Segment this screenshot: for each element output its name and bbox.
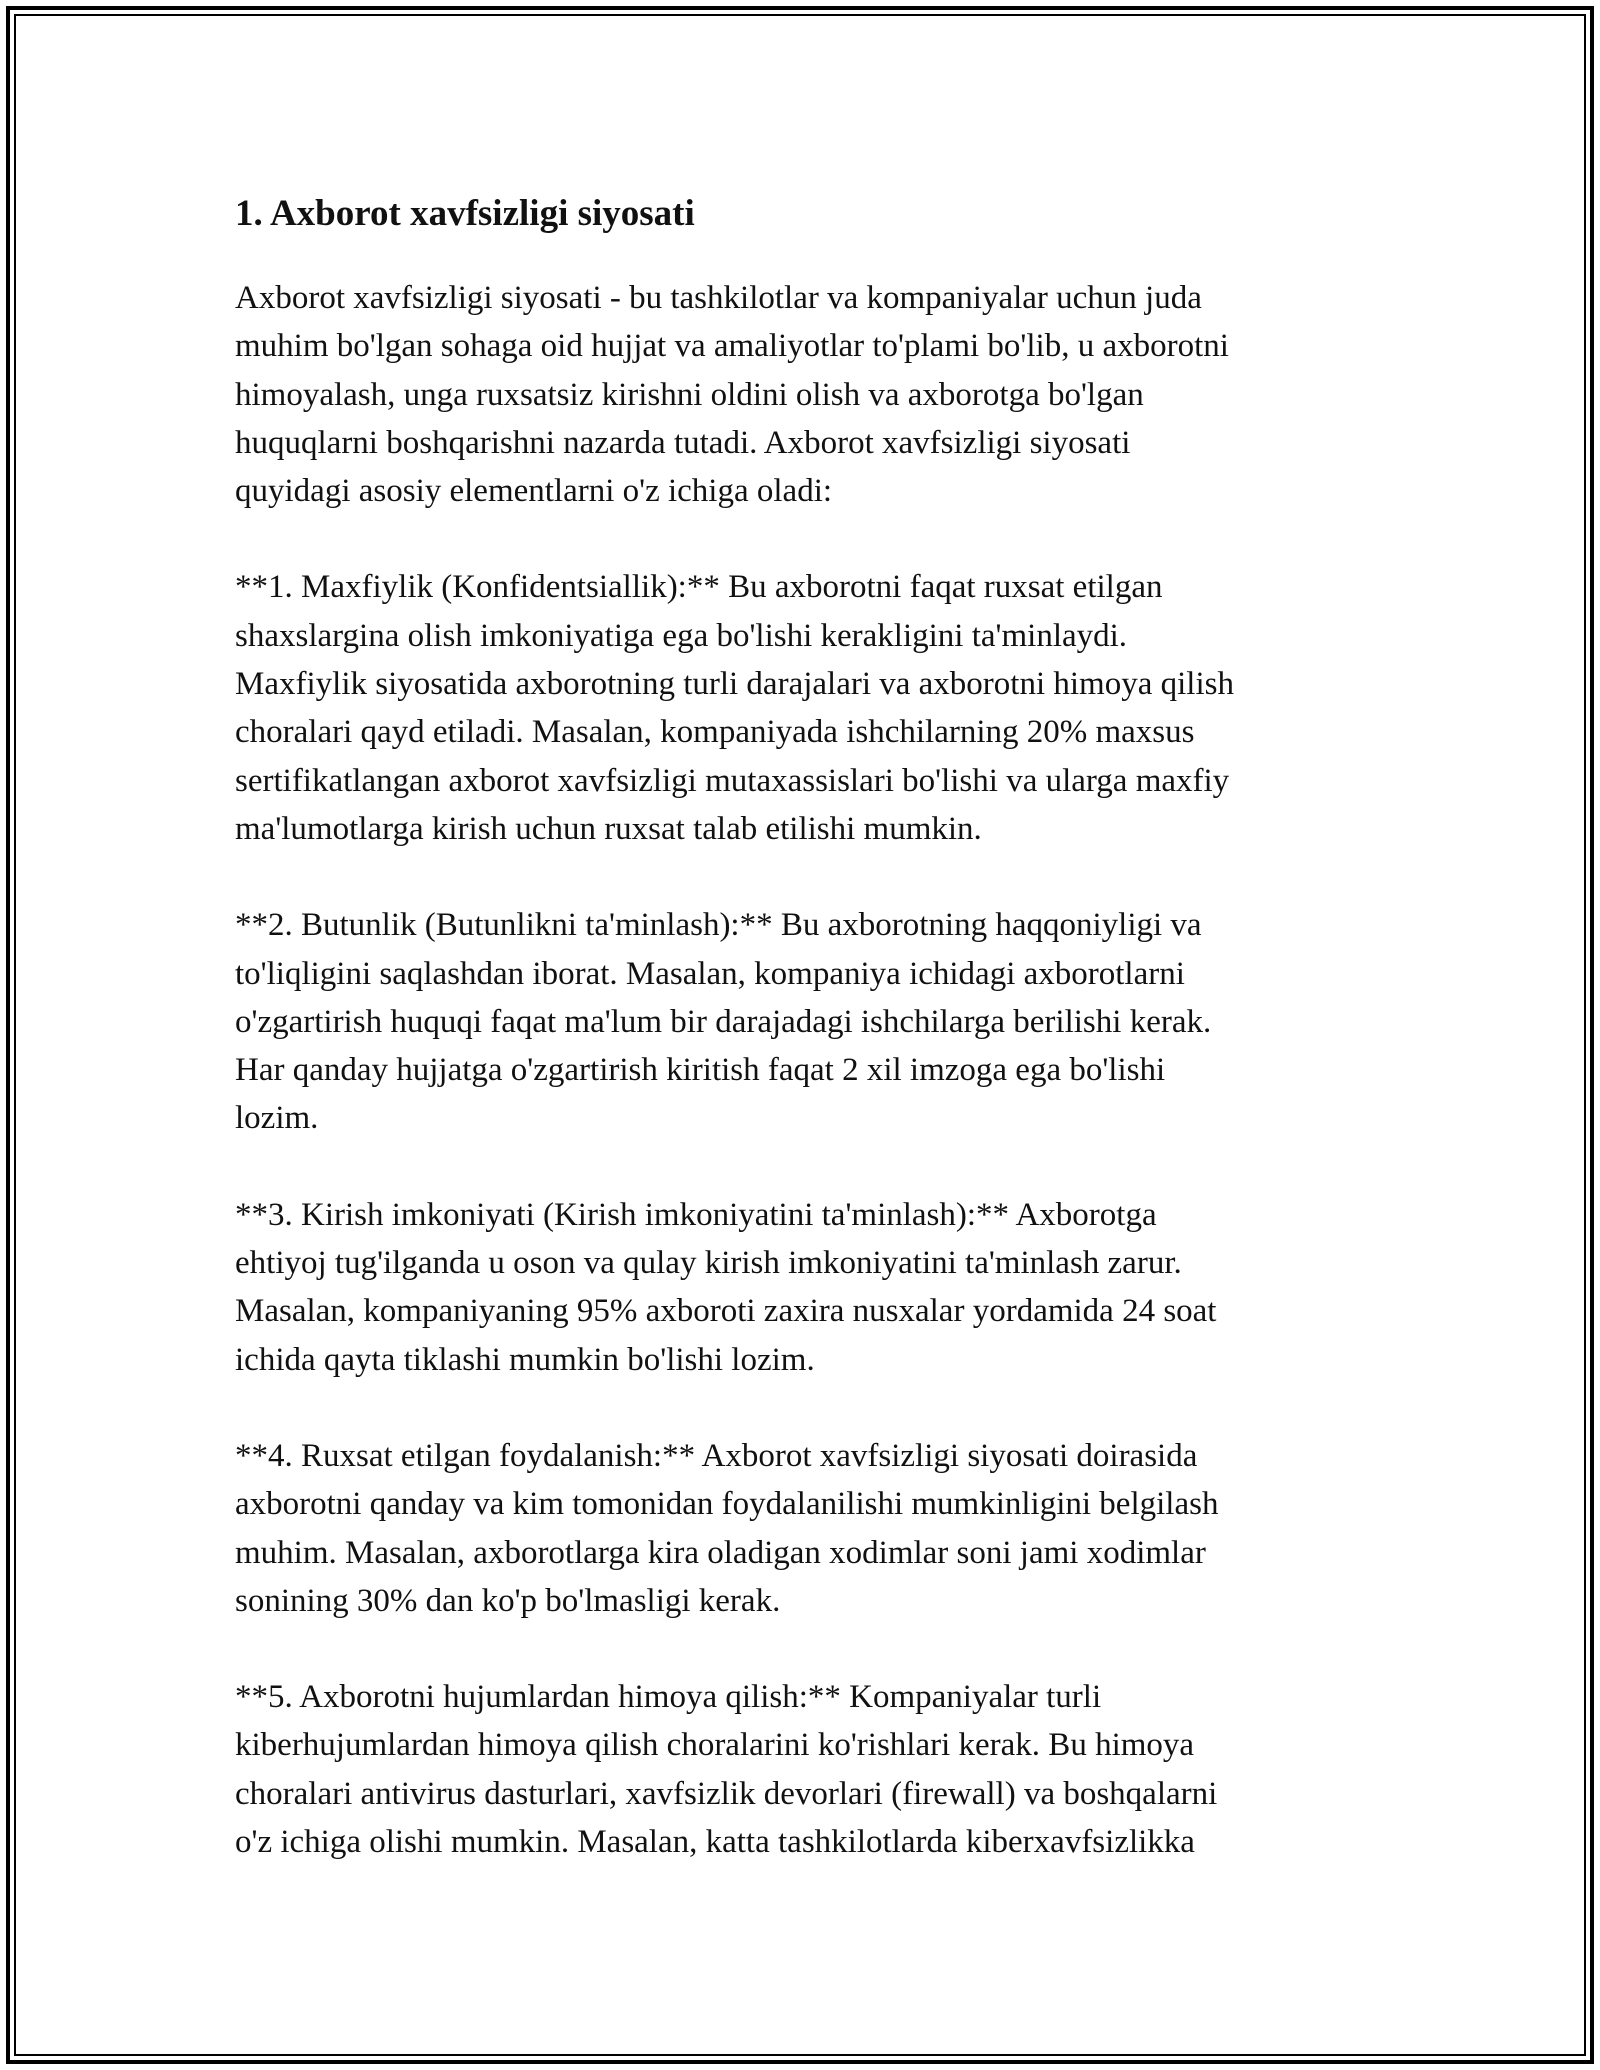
paragraph-ruxsat-etilgan-foydalanish: **4. Ruxsat etilgan foydalanish:** Axborot xavfsizligi siyosati doirasida axborotni qanday va kim tomonidan foydalanilishi mumkinligini belgilash muhim. Masalan, axborotlarga kira oladigan xodimlar soni jami xodimlar sonining 30% dan ko'p bo'lmasligi kerak.	[235, 1437, 1219, 1619]
paragraph-butunlik: **2. Butunlik (Butunlikni ta'minlash):** Bu axborotning haqqoniyligi va to'liqligini saqlashdan iborat. Masalan, kompaniya ichidagi axborotlarni o'zgartirish huquqi faqat ma'lum bir darajadagi ishchilarga berilishi kerak. Har qanday hujjatga o'zgartirish kiritish faqat 2 xil imzoga ega bo'lishi lozim.	[235, 907, 1212, 1137]
paragraph-hujumlardan-himoya: **5. Axborotni hujumlardan himoya qilish:** Kompaniyalar turli kiberhujumlardan himoya qilish choralarini ko'rishlari kerak. Bu himoya choralari antivirus dasturlari, xavfsizlik devorlari (firewall) va boshqalarni o'z ichiga olishi mumkin. Masalan, katta tashkilotlarda kiberxavfsizlikka	[235, 1679, 1218, 1861]
document-page	[235, 186, 1375, 1866]
paragraph-maxfiylik: **1. Maxfiylik (Konfidentsiallik):** Bu axborotni faqat ruxsat etilgan shaxslargina olish imkoniyatiga ega bo'lishi kerakligini ta'minlaydi. Maxfiylik siyosatida axborotning turli darajalari va axborotni himoya qilish choralari qayd etiladi. Masalan, kompaniyada ishchilarning 20% maxsus sertifikatlangan axborot xavfsizligi mutaxassislari bo'lishi va ularga maxfiy ma'lumotlarga kirish uchun ruxsat talab etilishi mumkin.	[235, 569, 1234, 847]
paragraph-intro: Axborot xavfsizligi siyosati - bu tashkilotlar va kompaniyalar uchun juda muhim bo'lgan sohaga oid hujjat va amaliyotlar to'plami bo'lib, u axborotni himoyalash, unga ruxsatsiz kirishni oldini olish va axborotga bo'lgan huquqlarni boshqarishni nazarda tutadi. Axborot xavfsizligi siyosati quyidagi asosiy elementlarni o'z ichiga oladi:	[235, 280, 1229, 510]
document-title: 1. Axborot xavfsizligi siyosati	[235, 193, 695, 234]
paragraph-kirish-imkoniyati: **3. Kirish imkoniyati (Kirish imkoniyatini ta'minlash):** Axborotga ehtiyoj tug'ilganda u oson va qulay kirish imkoniyatini ta'minlash zarur. Masalan, kompaniyaning 95% axboroti zaxira nusxalar yordamida 24 soat ichida qayta tiklashi mumkin bo'lishi lozim.	[235, 1196, 1217, 1378]
